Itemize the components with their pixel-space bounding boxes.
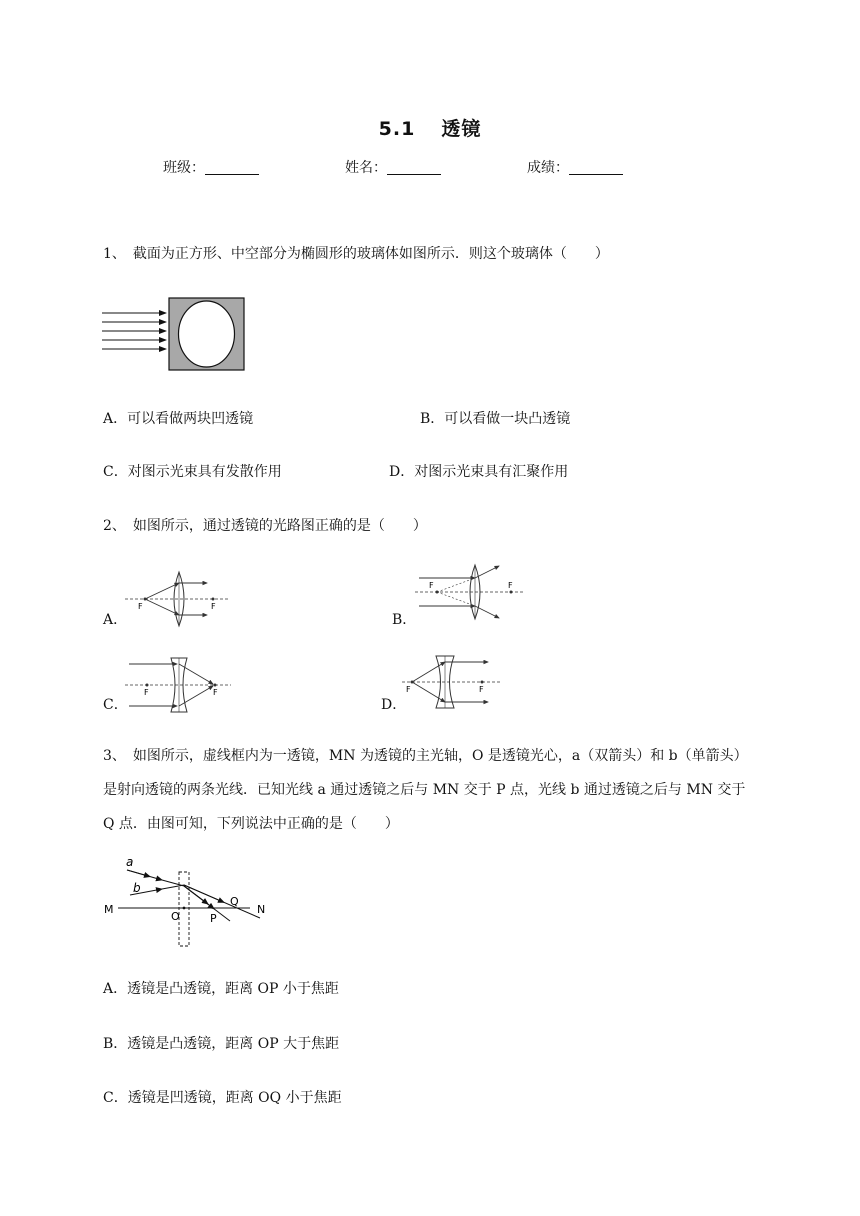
score-field <box>527 157 623 177</box>
q2-figure-a <box>125 570 235 628</box>
q1-stem: 1、 截面为正方形、中空部分为椭圆形的玻璃体如图所示．则这个玻璃体（ ） <box>103 246 609 262</box>
score-blank <box>569 160 623 175</box>
q3-point-p-label: P <box>210 912 217 925</box>
q3-point-o-label: O <box>171 910 180 923</box>
q2-figure-c <box>125 654 235 714</box>
q3-ray-b-label: b <box>133 881 141 895</box>
q2a-focus-right: F <box>211 602 216 611</box>
q2c-focus-right: F <box>213 688 218 697</box>
q1-option-b[interactable]: B．可以看做一块凸透镜 <box>420 411 571 427</box>
name-field <box>345 157 441 177</box>
page-title: 5.1 透镜 <box>378 118 482 140</box>
q3-option-a[interactable]: A．透镜是凸透镜，距离 OP 小于焦距 <box>103 981 339 997</box>
score-label: 成绩： <box>527 160 569 176</box>
q2c-focus-left: F <box>144 688 149 697</box>
q2d-focus-right: F <box>479 685 484 694</box>
q1-figure-glass-block <box>100 296 250 372</box>
class-label: 班级： <box>163 160 205 176</box>
q2b-focus-left: F <box>429 581 434 590</box>
q2a-focus-left: F <box>138 602 143 611</box>
q3-option-b[interactable]: B．透镜是凸透镜，距离 OP 大于焦距 <box>103 1036 340 1052</box>
q3-point-m-label: M <box>104 903 114 916</box>
class-field <box>163 157 259 177</box>
q2-label-b[interactable]: B． <box>392 612 417 628</box>
class-blank <box>205 160 259 175</box>
q3-figure-lens-box <box>100 852 275 948</box>
q3-option-c[interactable]: C．透镜是凹透镜，距离 OQ 小于焦距 <box>103 1090 342 1106</box>
q2-label-c[interactable]: C． <box>103 697 128 713</box>
q2-label-a[interactable]: A． <box>103 612 128 628</box>
q1-option-a[interactable]: A．可以看做两块凹透镜 <box>103 411 254 427</box>
q2d-focus-left: F <box>406 685 411 694</box>
q2-figure-d <box>402 652 502 712</box>
q1-option-c[interactable]: C．对图示光束具有发散作用 <box>103 464 282 480</box>
q2b-focus-right: F <box>508 581 513 590</box>
name-blank <box>387 160 441 175</box>
q3-ray-a-label: a <box>126 855 134 869</box>
q2-label-d[interactable]: D． <box>381 697 407 713</box>
q3-stem-line-3: Q 点．由图可知，下列说法中正确的是（ ） <box>103 816 399 832</box>
q3-stem-line-2: 是射向透镜的两条光线．已知光线 a 通过透镜之后与 MN 交于 P 点，光线 b 通过透镜之后与 MN 交于 <box>103 782 746 798</box>
q1-option-d[interactable]: D．对图示光束具有汇聚作用 <box>389 464 569 480</box>
q2-stem: 2、 如图所示，通过透镜的光路图正确的是（ ） <box>103 518 427 534</box>
q3-stem-line-1: 3、 如图所示，虚线框内为一透镜，MN 为透镜的主光轴，O 是透镜光心，a（双箭头）和 b（单箭头） <box>103 748 748 764</box>
q3-point-n-label: N <box>257 903 266 916</box>
name-label: 姓名： <box>345 160 387 176</box>
q3-point-q-label: Q <box>230 895 239 908</box>
q2-figure-b <box>415 562 525 622</box>
